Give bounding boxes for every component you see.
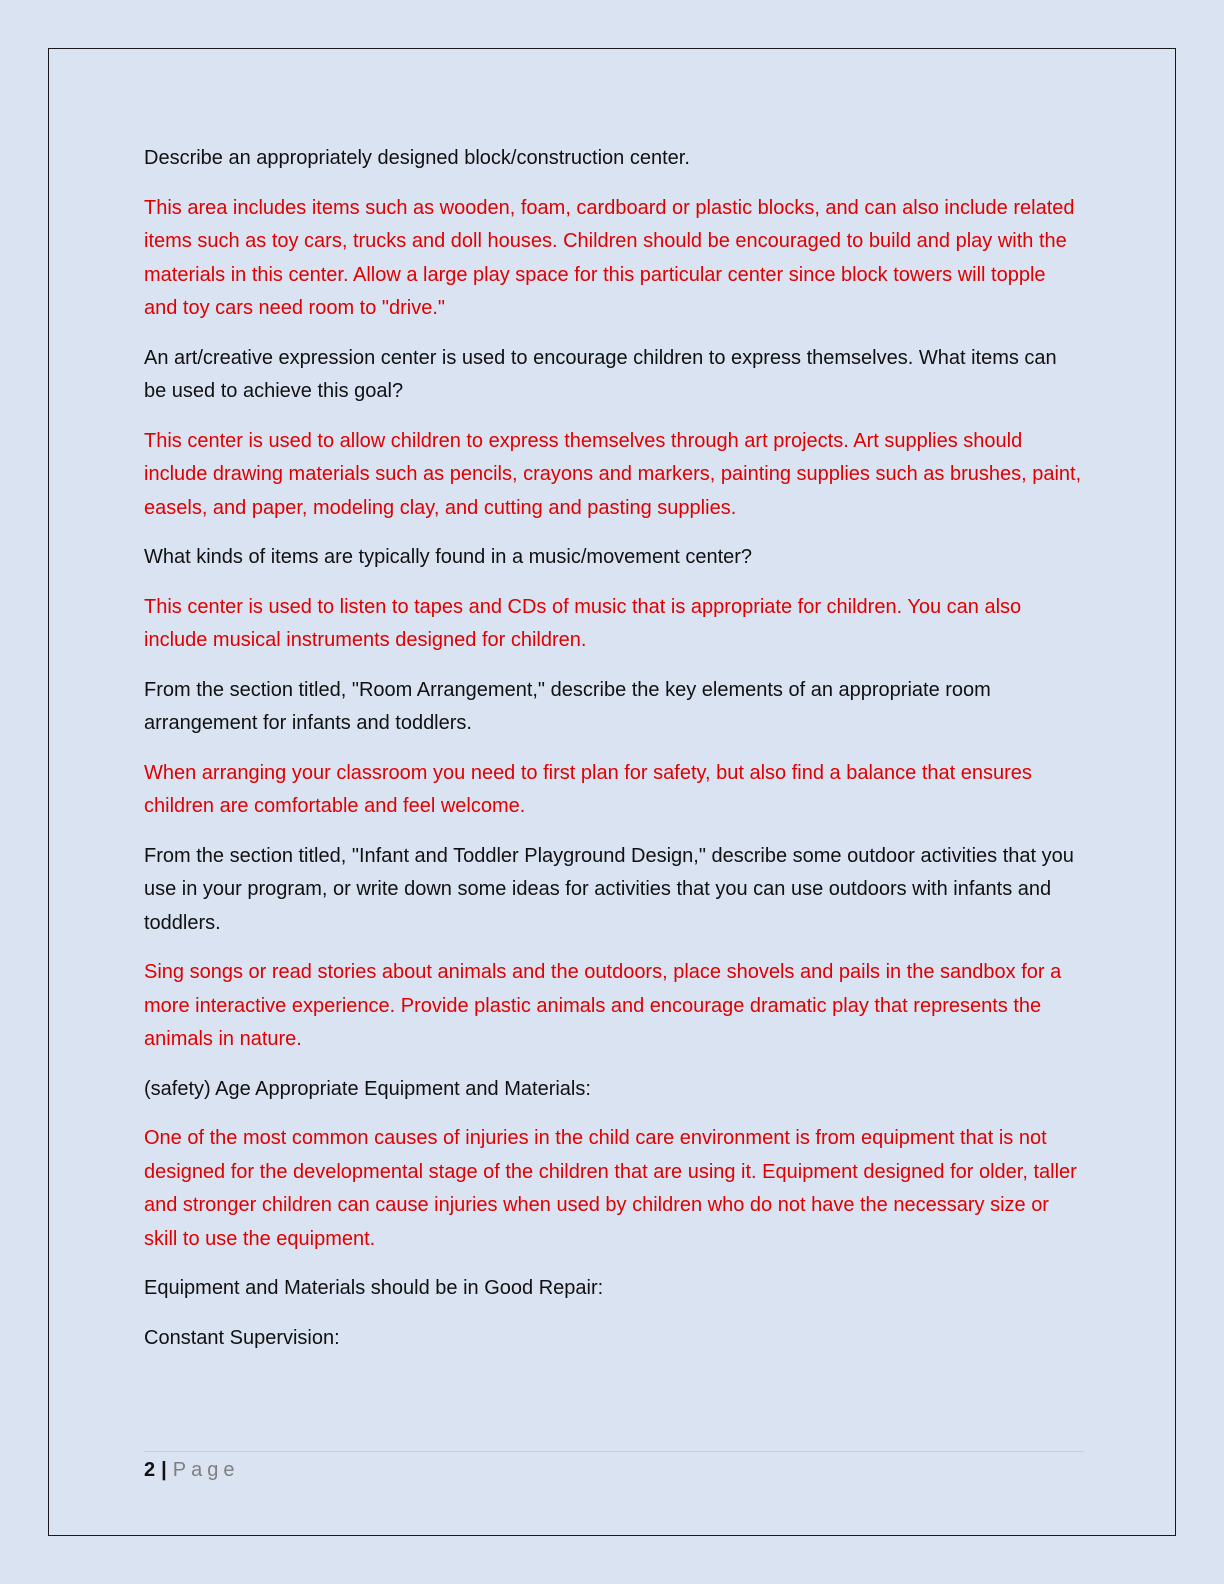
answer-room-arrangement: When arranging your classroom you need to first plan for safety, but also find a balance that ensures children are comfortable and feel welcome. [144,761,1032,817]
document-body [144,142,1084,1371]
answer-music-center: This center is used to listen to tapes and CDs of music that is appropriate for children. You can also include musical instruments designed for children. [144,595,1022,651]
question-room-arrangement: From the section titled, "Room Arrangement," describe the key elements of an appropriate room arrangement for infants and toddlers. [144,678,991,734]
question-playground-design: From the section titled, "Infant and Toddler Playground Design," describe some outdoor activities that you use in your program, or write down some ideas for activities that you can use outdoors with infants and toddlers. [144,844,1074,934]
page-separator: | [161,1459,167,1481]
question-art-center: An art/creative expression center is used to encourage children to express themselves. What items can be used to achieve this goal? [144,346,1057,402]
question-block-construction: Describe an appropriately designed block/construction center. [144,147,690,169]
footer-divider [144,1451,1084,1452]
heading-constant-supervision: Constant Supervision: [144,1326,340,1349]
answer-art-center: This center is used to allow children to express themselves through art projects. Art supplies should include drawing materials such as pencils, crayons and markers, painting supplies such as brushes, paint, easels, and paper, modeling clay, and cutting and pasting supplies. [144,429,1082,519]
heading-age-appropriate-equipment: (safety) Age Appropriate Equipment and Materials: [144,1077,591,1100]
page-footer [144,1456,239,1484]
heading-good-repair: Equipment and Materials should be in Good Repair: [144,1277,604,1299]
question-music-center: What kinds of items are typically found in a music/movement center? [144,546,753,568]
page-label: Page [172,1459,240,1481]
answer-age-appropriate-equipment: One of the most common causes of injuries in the child care environment is from equipment that is not designed for the developmental stage of the children that are using it. Equipment designed for older, taller and stronger children can cause injuries when used by children who do not have the necessary size or skill to use the equipment. [144,1127,1077,1250]
page-number: 2 [144,1459,156,1481]
answer-playground-design: Sing songs or read stories about animals and the outdoors, place shovels and pails in the sandbox for a more interactive experience. Provide plastic animals and encourage dramatic play that represents the animals in nature. [144,961,1062,1050]
answer-block-construction: This area includes items such as wooden, foam, cardboard or plastic blocks, and can also include related items such as toy cars, trucks and doll houses. Children should be encouraged to build and play with the materials in this center. Allow a large play space for this particular center since block towers will topple and toy cars need room to "drive." [144,196,1075,319]
